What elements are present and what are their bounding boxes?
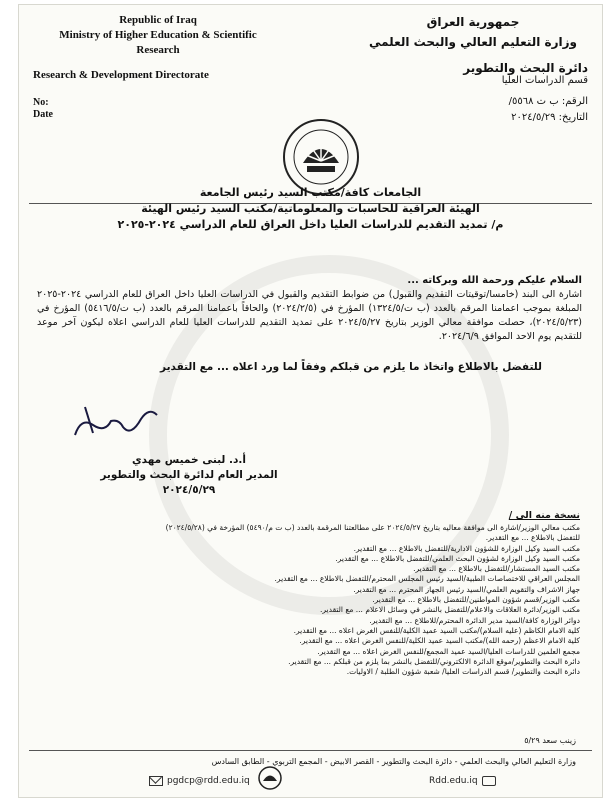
header-research-en: Research (136, 44, 180, 56)
website-contact[interactable] (429, 776, 496, 786)
globe-icon (482, 776, 496, 786)
copies-list (37, 523, 580, 677)
footer-emblem-icon (257, 765, 283, 791)
header-date-label: Date (33, 109, 53, 120)
copy-item: مكتب السيد وكيل الوزارة لشؤون البحث العلمي/للتفضل بالاطلاع ... مع التقدير. (335, 553, 580, 563)
email-address[interactable]: pgdcp@rdd.edu.iq (167, 776, 250, 786)
copy-item: دوائر الوزارة كافة/السيد مدير الدائرة المحترم/للاطلاع ... مع التقدير. (369, 615, 580, 625)
header-republic-ar: جمهورية العراق (426, 15, 520, 29)
addressee-universities: الجامعات كافة/مكتب السيد رئيس الجامعة (199, 186, 422, 199)
copy-item: المجلس العراقي للاختصاصات الطبية/السيد رئيس المجلس المحترم/للتفضل بالاطلاع ... مع التقدير. (274, 574, 580, 584)
signer-block (59, 453, 319, 498)
footer-address: وزارة التعليم العالي والبحث العلمي - دائرة البحث والتطوير - القصر الابيض - المجمع التربوي - الطابق السادس (211, 757, 576, 766)
letter-subject: م/ تمديد التقديم للدراسات العليا داخل العراق للعام الدراسي ٢٠٢٤-٢٠٢٥ (117, 218, 504, 231)
envelope-icon (149, 776, 163, 786)
copy-item: مجمع العلمين للدراسات العليا/السيد عميد المجمع/للنفس الغرض اعلاه ... مع التقدير. (317, 646, 580, 656)
copy-item: للتفضل بالاطلاع ... مع التقدير. (485, 533, 580, 543)
addressee-block (59, 185, 562, 233)
signer-title: المدير العام لدائرة البحث والتطوير (100, 469, 278, 481)
closing-line: للتفضل بالاطلاع واتخاذ ما يلزم من قبلكم وفقاً لما ورد اعلاه ... مع التقدير (160, 361, 542, 373)
copy-item: دائرة البحث والتطوير/موقع الدائرة الالكتروني/للتفضل بالنشر بما يلزم من قبلكم ... مع التقدير. (288, 656, 580, 666)
greeting: السلام عليكم ورحمة الله وبركاته ... (407, 275, 582, 286)
copy-item: جهاز الاشراف والتقويم العلمي/السيد رئيس الجهاز المحترم ... مع التقدير. (353, 584, 580, 594)
copies-heading: نسخة منه الى / (508, 510, 580, 521)
typist-note: زينب سعد ٥/٢٩ (524, 736, 576, 745)
reference-number: الرقم: ب ت ٥٥٦٨/ (508, 96, 588, 107)
arabic-letterhead (358, 15, 588, 126)
copy-item: كلية الامام الكاظم (عليه السلام)/مكتب السيد عميد الكلية/للنفس الغرض اعلاه ... مع التقدير. (293, 625, 580, 635)
header-directorate-ar: دائرة البحث والتطوير (463, 61, 588, 75)
header-section-ar: قسم الدراسات العليا (501, 75, 588, 86)
english-letterhead (33, 13, 283, 121)
reference-date: التاريخ: ٢٠٢٤/٥/٢٩ (511, 112, 588, 123)
copy-item: دائرة البحث والتطوير/ قسم الدراسات العليا/ شعبة شؤون الطلبة / الاوليات. (346, 667, 580, 677)
header-ministry-en: Ministry of Higher Education & Scientific (59, 29, 257, 41)
copy-item: مكتب السيد المستشار/للتفضل بالاطلاع ... مع التقدير. (413, 564, 580, 574)
header-ministry-ar: وزارة التعليم العالي والبحث العلمي (368, 35, 578, 49)
header-no-label: No: (33, 97, 49, 108)
website-url[interactable]: Rdd.edu.iq (429, 776, 478, 786)
copy-item: مكتب معالي الوزير/اشارة الى موافقة معاليه بتاريخ ٢٠٢٤/٥/٢٧ على مطالعتنا المرقمة بالعدد (ب ت م/٥٤٩٠) المؤرخة في (٢٠٢٤/٥/٢٨) (165, 523, 580, 532)
letter-page (18, 4, 603, 798)
letter-body: اشارة الى البند (خامسا/توقيتات التقديم والقبول) من ضوابط التقديم والقبول في الدراسات العليا داخل العراق للعام الدراسي ٢٠٢٤-٢٠٢٥ المبلغة بموجب اعمامنا المرقم بالعدد (ب ت/١٣٢٤/٥) المؤرخ في (٢٠٢٤/٢/٥) والحاقاً باعمامنا المرقم بالعدد (ب ت/٥٤١٦/٥) المؤرخ في (٢٠٢٤/٥/٢٣)، حصلت موافقة معالي الوزير بتاريخ ٢٠٢٤/٥/٢٧ على تمديد التقديم للدراسات العليا للعام الدراسي اعلاه ليكون آخر موعد للتقديم يوم الاحد الموافق ٢٠٢٤/٦/٩. (37, 289, 582, 342)
addressee-commission: الهيئة العراقية للحاسبات والمعلوماتية/مكتب السيد رئيس الهيئة (141, 202, 480, 215)
signer-name: أ.د. لبنى خميس مهدي (132, 454, 246, 466)
footer-divider (29, 750, 592, 751)
email-contact[interactable] (149, 776, 250, 786)
handwritten-signature (71, 397, 161, 442)
copy-item: مكتب السيد وكيل الوزارة للشؤون الادارية/للتفضل بالاطلاع ... مع التقدير. (353, 543, 580, 553)
header-directorate-en: Research & Development Directorate (33, 69, 209, 81)
signer-date: ٢٠٢٤/٥/٢٩ (162, 484, 216, 496)
header-republic-en: Republic of Iraq (119, 14, 197, 26)
copy-item: مكتب الوزير/دائرة العلاقات والاعلام/للتفضل بالنشر في وسائل الاعلام ... مع التقدير. (320, 605, 580, 615)
copy-item: كلية الامام الاعظم (رحمه الله)/مكتب السيد عميد الكلية/للنفس الغرض اعلاه ... مع التقدير. (299, 636, 580, 646)
copy-item: مكتب الوزير/قسم شؤون المواطنين/للتفضل بالاطلاع ... مع التقدير. (372, 595, 580, 605)
